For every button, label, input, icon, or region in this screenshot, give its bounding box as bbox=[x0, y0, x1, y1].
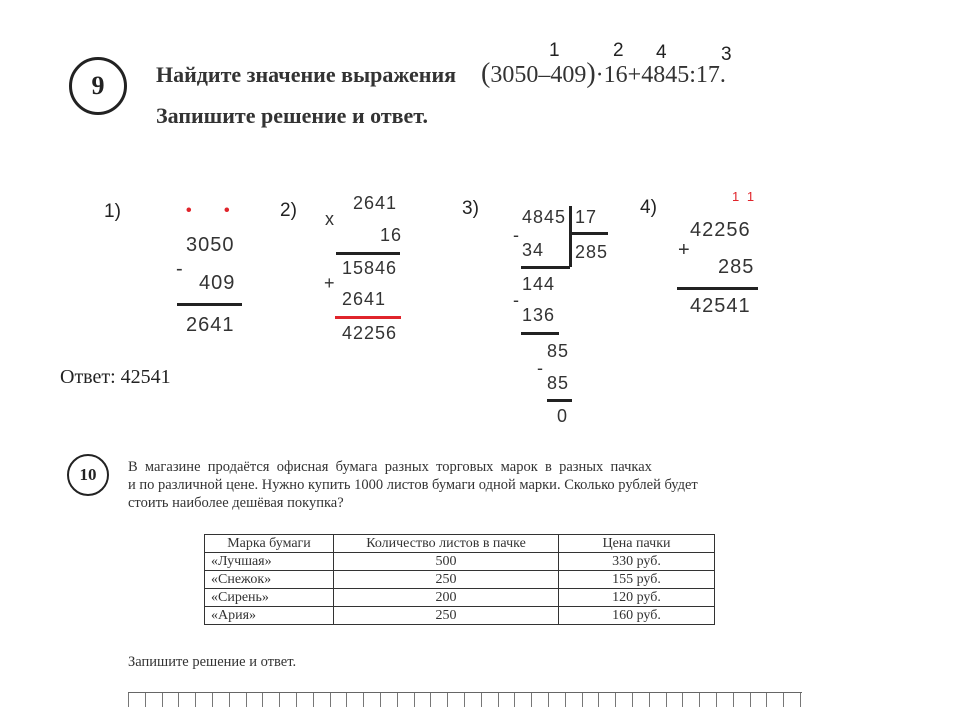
step2-plus: + bbox=[324, 273, 336, 293]
step3-sub3: 85 bbox=[547, 373, 570, 393]
step4-carries: 1 1 bbox=[732, 189, 757, 204]
step2-line2 bbox=[335, 316, 401, 319]
task10-line-1: В магазине продаётся офисная бумага разных торговых марок в разных пачках bbox=[128, 459, 652, 475]
grid-tick bbox=[380, 693, 381, 707]
grid-tick bbox=[481, 693, 482, 707]
grid-tick bbox=[498, 693, 499, 707]
grid-tick bbox=[330, 693, 331, 707]
step1-top: 3050 bbox=[186, 234, 235, 256]
step3-minus3: - bbox=[537, 358, 544, 378]
grid-tick bbox=[750, 693, 751, 707]
grid-tick bbox=[632, 693, 633, 707]
grid-tick bbox=[128, 693, 129, 707]
table-cell: «Лучшая» bbox=[205, 553, 334, 571]
grid-tick bbox=[565, 693, 566, 707]
step3-rem1: 144 bbox=[522, 274, 556, 294]
table-row bbox=[205, 571, 715, 589]
step2-times: x bbox=[325, 209, 335, 229]
step-label-4: 4) bbox=[640, 197, 657, 218]
step2-partial2: 2641 bbox=[342, 289, 387, 309]
grid-tick bbox=[682, 693, 683, 707]
grid-tick bbox=[766, 693, 767, 707]
expr-colon: : bbox=[689, 62, 696, 88]
grid-tick bbox=[195, 693, 196, 707]
expr-paren-open: ( bbox=[481, 58, 491, 89]
table-cell: 120 руб. bbox=[559, 589, 715, 607]
expr-paren-close: ) bbox=[586, 58, 596, 89]
task-number-9 bbox=[69, 57, 127, 115]
task10-line-3: стоить наиболее дешёвая покупка? bbox=[128, 495, 344, 511]
step3-line2 bbox=[521, 332, 559, 335]
step3-divisor: 17 bbox=[575, 207, 598, 227]
table-cell: «Снежок» bbox=[205, 571, 334, 589]
expr-end: . bbox=[719, 62, 726, 88]
table-cell: 250 bbox=[334, 607, 559, 625]
grid-tick bbox=[313, 693, 314, 707]
task10-instruction: Запишите решение и ответ. bbox=[128, 654, 297, 670]
grid-tick bbox=[582, 693, 583, 707]
table-cell: 155 руб. bbox=[559, 571, 715, 589]
grid-tick bbox=[346, 693, 347, 707]
table-cell: 330 руб. bbox=[559, 553, 715, 571]
table-header-row bbox=[205, 535, 715, 553]
step3-line1 bbox=[521, 266, 570, 269]
step4-top: 42256 bbox=[690, 219, 751, 241]
table-cell: 500 bbox=[334, 553, 559, 571]
step4-bottom: 285 bbox=[718, 256, 755, 278]
task-number-10-text: 10 bbox=[79, 465, 97, 484]
grid-tick bbox=[178, 693, 179, 707]
step4-line bbox=[677, 287, 758, 290]
step3-quotient: 285 bbox=[575, 242, 609, 262]
expr-dot: · bbox=[595, 62, 604, 88]
grid-tick bbox=[363, 693, 364, 707]
task-number-9-text: 9 bbox=[91, 71, 105, 100]
grid-tick bbox=[296, 693, 297, 707]
table-header: Марка бумаги bbox=[205, 535, 334, 553]
order-mark-1: 1 bbox=[549, 40, 560, 61]
expr-plus: + bbox=[627, 62, 642, 88]
step1-line bbox=[177, 303, 242, 306]
grid-tick bbox=[649, 693, 650, 707]
step3-divisor-line bbox=[572, 232, 608, 235]
step2-result: 42256 bbox=[342, 323, 398, 343]
grid-tick bbox=[716, 693, 717, 707]
step3-rem3: 0 bbox=[557, 406, 569, 426]
grid-tick bbox=[783, 693, 784, 707]
task-number-10 bbox=[67, 454, 109, 496]
step1-minus: - bbox=[176, 258, 184, 280]
grid-tick bbox=[397, 693, 398, 707]
order-mark-2: 2 bbox=[613, 40, 624, 61]
task10-text bbox=[128, 458, 803, 512]
step-label-1: 1) bbox=[104, 201, 121, 222]
step3-rem2: 85 bbox=[547, 341, 570, 361]
step4-result: 42541 bbox=[690, 295, 751, 317]
table-row bbox=[205, 553, 715, 571]
table-header: Цена пачки bbox=[559, 535, 715, 553]
step2-top: 2641 bbox=[353, 193, 398, 213]
expr-c: 16 bbox=[603, 62, 628, 88]
step3-division-bar bbox=[569, 206, 572, 267]
expr-d: 4845 bbox=[641, 62, 690, 88]
order-mark-3: 4 bbox=[656, 42, 667, 63]
grid-tick bbox=[615, 693, 616, 707]
step2-bottom: 16 bbox=[380, 225, 403, 245]
grid-tick bbox=[430, 693, 431, 707]
step2-line1 bbox=[336, 252, 400, 255]
grid-tick bbox=[514, 693, 515, 707]
grid-tick bbox=[279, 693, 280, 707]
grid-tick bbox=[229, 693, 230, 707]
grid-tick bbox=[464, 693, 465, 707]
step3-minus1: - bbox=[513, 225, 520, 245]
task9-prompt: Найдите значение выражения bbox=[156, 62, 457, 87]
step3-dividend: 4845 bbox=[522, 207, 567, 227]
table-cell: 250 bbox=[334, 571, 559, 589]
step3-line3 bbox=[547, 399, 572, 402]
grid-tick bbox=[145, 693, 146, 707]
task9-expression bbox=[481, 58, 726, 90]
expr-e: 17 bbox=[695, 62, 720, 88]
grid-tick bbox=[699, 693, 700, 707]
step2-partial1: 15846 bbox=[342, 258, 398, 278]
table-row bbox=[205, 607, 715, 625]
table-header: Количество листов в пачке bbox=[334, 535, 559, 553]
grid-tick bbox=[414, 693, 415, 707]
grid-tick bbox=[246, 693, 247, 707]
step3-minus2: - bbox=[513, 290, 520, 310]
paper-table bbox=[204, 534, 715, 625]
grid-tick bbox=[212, 693, 213, 707]
step-label-2: 2) bbox=[280, 200, 297, 221]
order-mark-4: 3 bbox=[721, 44, 732, 65]
expr-a: 3050 bbox=[490, 62, 539, 88]
table-cell: 160 руб. bbox=[559, 607, 715, 625]
step-label-3: 3) bbox=[462, 198, 479, 219]
task9-answer: Ответ: 42541 bbox=[60, 366, 171, 388]
step1-result: 2641 bbox=[186, 314, 235, 336]
step4-plus: + bbox=[678, 239, 691, 261]
expr-minus: – bbox=[538, 62, 551, 88]
task10-line-2: и по различной цене. Нужно купить 1000 листов бумаги одной марки. Сколько рублей будет bbox=[128, 477, 698, 493]
task9-instruction: Запишите решение и ответ. bbox=[156, 103, 428, 128]
table-cell: 200 bbox=[334, 589, 559, 607]
grid-tick bbox=[800, 693, 801, 707]
grid-tick bbox=[666, 693, 667, 707]
grid-tick bbox=[531, 693, 532, 707]
step1-bottom: 409 bbox=[199, 272, 236, 294]
grid-tick bbox=[262, 693, 263, 707]
expr-b: 409 bbox=[550, 62, 587, 88]
grid-tick bbox=[598, 693, 599, 707]
table-cell: «Сирень» bbox=[205, 589, 334, 607]
grid-tick bbox=[733, 693, 734, 707]
step3-sub2: 136 bbox=[522, 305, 556, 325]
grid-tick bbox=[162, 693, 163, 707]
grid-tick bbox=[447, 693, 448, 707]
step3-sub1: 34 bbox=[522, 240, 545, 260]
step1-borrow-dots: • • bbox=[186, 202, 244, 219]
table-row bbox=[205, 589, 715, 607]
answer-grid bbox=[128, 692, 802, 707]
grid-tick bbox=[548, 693, 549, 707]
table-cell: «Ария» bbox=[205, 607, 334, 625]
